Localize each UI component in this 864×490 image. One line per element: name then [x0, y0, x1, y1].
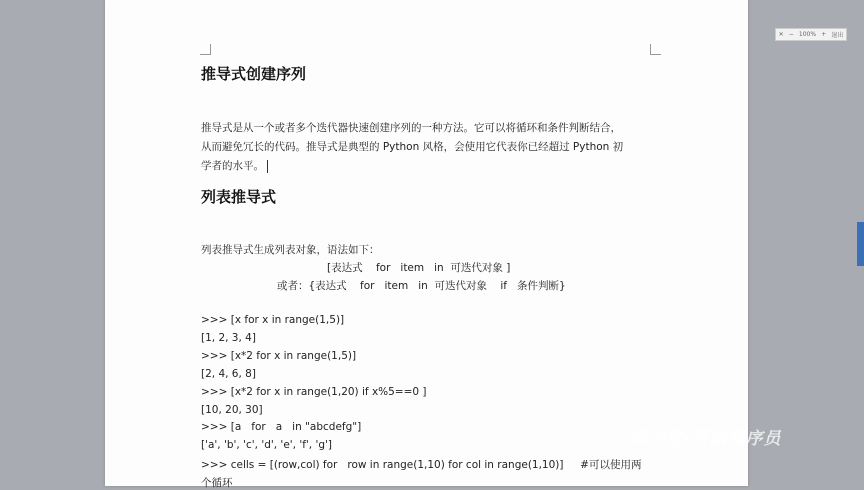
code-line: >>> [x*2 for x in range(1,20) if x%5==0 ] — [201, 386, 427, 398]
watermark-logo: 尚学堂·百战程序员 — [630, 429, 782, 449]
document-page[interactable] — [105, 0, 748, 489]
text-cursor — [267, 160, 268, 173]
heading-list-comprehension: 列表推导式 — [201, 188, 277, 206]
zoom-toolbar — [775, 28, 847, 41]
zoom-out-button[interactable]: − — [788, 31, 794, 38]
syntax-line: [表达式 for item in 可迭代对象 ] — [327, 262, 511, 274]
paragraph-line — [201, 158, 268, 173]
code-line: >>> [x*2 for x in range(1,5)] — [201, 350, 357, 362]
code-line: >>> cells = [(row,col) for row in range(1,10) for col in range(1,10)] #可以使用两 — [201, 459, 642, 471]
margin-corner-mark — [650, 44, 661, 55]
code-line: [2, 4, 6, 8] — [201, 368, 256, 380]
exit-button[interactable]: 退出 — [831, 32, 844, 39]
code-line: ['a', 'b', 'c', 'd', 'e', 'f', 'g'] — [201, 439, 333, 451]
syntax-line: 或者：{表达式 for item in 可迭代对象 if 条件判断} — [277, 280, 566, 292]
heading-comprehension: 推导式创建序列 — [201, 65, 307, 83]
code-line: 个循环 — [201, 477, 233, 489]
syntax-intro: 列表推导式生成列表对象，语法如下： — [201, 244, 380, 256]
close-icon[interactable]: ✕ — [778, 31, 784, 38]
code-line: [1, 2, 3, 4] — [201, 332, 256, 344]
code-line: >>> [x for x in range(1,5)] — [201, 314, 345, 326]
side-panel-tab[interactable] — [857, 222, 864, 266]
code-line: >>> [a for a in "abcdefg"] — [201, 421, 362, 433]
paragraph-line: 推导式是从一个或者多个迭代器快速创建序列的一种方法。它可以将循环和条件判断结合， — [201, 122, 621, 134]
paragraph-text: 学者的水平。 — [201, 160, 264, 172]
code-line: [10, 20, 30] — [201, 404, 263, 416]
zoom-level[interactable]: 100% — [798, 31, 817, 38]
margin-corner-mark — [200, 44, 211, 55]
zoom-in-button[interactable]: + — [821, 31, 827, 38]
paragraph-line: 从而避免冗长的代码。推导式是典型的 Python 风格，会使用它代表你已经超过 Python 初 — [201, 141, 624, 153]
